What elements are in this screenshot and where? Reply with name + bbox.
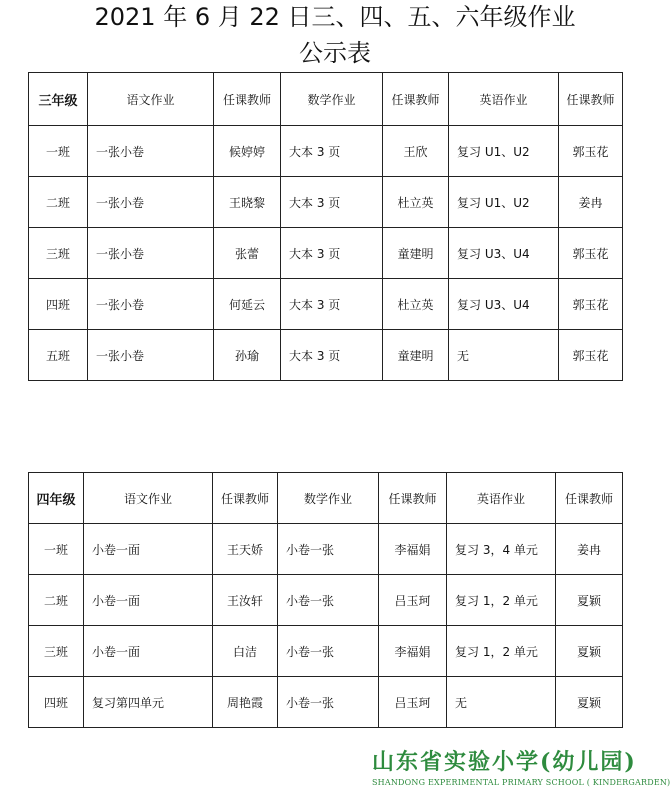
english-homework: 复习 3，4 单元 xyxy=(447,524,556,575)
class-label: 一班 xyxy=(29,524,84,575)
class-label: 三班 xyxy=(29,626,84,677)
class-label: 一班 xyxy=(29,126,88,177)
english-homework: 复习 U3、U4 xyxy=(449,279,559,330)
english-teacher: 郭玉花 xyxy=(559,279,623,330)
math-teacher: 吕玉珂 xyxy=(379,677,447,728)
table-row xyxy=(29,228,623,279)
chinese-homework: 小卷一面 xyxy=(84,575,213,626)
table-row xyxy=(29,279,623,330)
grade4-header-row xyxy=(29,473,623,524)
chinese-homework: 小卷一面 xyxy=(84,524,213,575)
math-homework: 小卷一张 xyxy=(278,677,379,728)
math-teacher: 吕玉珂 xyxy=(379,575,447,626)
chinese-teacher: 孙瑜 xyxy=(214,330,281,381)
grade4-header-grade: 四年级 xyxy=(29,473,84,524)
class-label: 二班 xyxy=(29,575,84,626)
math-teacher: 童建明 xyxy=(383,228,449,279)
math-homework: 大本 3 页 xyxy=(281,177,383,228)
chinese-homework: 一张小卷 xyxy=(88,126,214,177)
grade3-header-teacher1: 任课教师 xyxy=(214,73,281,126)
english-teacher: 姜冉 xyxy=(556,524,623,575)
english-teacher: 郭玉花 xyxy=(559,330,623,381)
math-homework: 小卷一张 xyxy=(278,524,379,575)
page-title: 2021 年 6 月 22 日三、四、五、六年级作业 xyxy=(94,3,576,31)
grade3-header-row xyxy=(29,73,623,126)
math-homework: 大本 3 页 xyxy=(281,126,383,177)
grade3-header-teacher3: 任课教师 xyxy=(559,73,623,126)
grade4-header-math: 数学作业 xyxy=(278,473,379,524)
table-row xyxy=(29,626,623,677)
table-row xyxy=(29,677,623,728)
page-subtitle: 公示表 xyxy=(299,39,371,67)
grade3-header-teacher2: 任课教师 xyxy=(383,73,449,126)
grade4-header-teacher2: 任课教师 xyxy=(379,473,447,524)
chinese-homework: 小卷一面 xyxy=(84,626,213,677)
english-homework: 复习 U3、U4 xyxy=(449,228,559,279)
chinese-homework: 一张小卷 xyxy=(88,330,214,381)
grade4-header-english: 英语作业 xyxy=(447,473,556,524)
school-logo-english: SHANDONG EXPERIMENTAL PRIMARY SCHOOL ( KINDERGARDEN) xyxy=(372,778,670,787)
chinese-homework: 一张小卷 xyxy=(88,177,214,228)
chinese-teacher: 白洁 xyxy=(213,626,278,677)
table-row xyxy=(29,330,623,381)
grade3-header-math: 数学作业 xyxy=(281,73,383,126)
math-teacher: 杜立英 xyxy=(383,279,449,330)
english-teacher: 姜冉 xyxy=(559,177,623,228)
table-row xyxy=(29,575,623,626)
english-teacher: 夏颖 xyxy=(556,677,623,728)
math-teacher: 杜立英 xyxy=(383,177,449,228)
chinese-homework: 一张小卷 xyxy=(88,279,214,330)
english-homework: 无 xyxy=(447,677,556,728)
math-teacher: 李福娟 xyxy=(379,626,447,677)
english-homework: 复习 U1、U2 xyxy=(449,126,559,177)
chinese-teacher: 周艳霞 xyxy=(213,677,278,728)
grade4-header-teacher3: 任课教师 xyxy=(556,473,623,524)
class-label: 三班 xyxy=(29,228,88,279)
class-label: 五班 xyxy=(29,330,88,381)
table-row xyxy=(29,524,623,575)
grade3-table xyxy=(28,72,623,381)
english-homework: 复习 1，2 单元 xyxy=(447,626,556,677)
chinese-teacher: 何延云 xyxy=(214,279,281,330)
grade3-header-english: 英语作业 xyxy=(449,73,559,126)
math-homework: 大本 3 页 xyxy=(281,330,383,381)
math-homework: 大本 3 页 xyxy=(281,228,383,279)
chinese-homework: 复习第四单元 xyxy=(84,677,213,728)
grade4-table xyxy=(28,472,623,728)
chinese-homework: 一张小卷 xyxy=(88,228,214,279)
grade4-header-chinese: 语文作业 xyxy=(84,473,213,524)
english-homework: 复习 1，2 单元 xyxy=(447,575,556,626)
english-teacher: 郭玉花 xyxy=(559,126,623,177)
chinese-teacher: 王晓黎 xyxy=(214,177,281,228)
math-teacher: 王欣 xyxy=(383,126,449,177)
english-teacher: 夏颖 xyxy=(556,626,623,677)
class-label: 二班 xyxy=(29,177,88,228)
grade3-header-chinese: 语文作业 xyxy=(88,73,214,126)
school-logo xyxy=(372,748,670,789)
school-logo-chinese: 山东省实验小学(幼儿园) xyxy=(372,749,637,775)
math-homework: 大本 3 页 xyxy=(281,279,383,330)
english-teacher: 夏颖 xyxy=(556,575,623,626)
english-teacher: 郭玉花 xyxy=(559,228,623,279)
math-teacher: 李福娟 xyxy=(379,524,447,575)
chinese-teacher: 王汝轩 xyxy=(213,575,278,626)
english-homework: 复习 U1、U2 xyxy=(449,177,559,228)
math-homework: 小卷一张 xyxy=(278,626,379,677)
chinese-teacher: 王天娇 xyxy=(213,524,278,575)
math-teacher: 童建明 xyxy=(383,330,449,381)
table-row xyxy=(29,177,623,228)
math-homework: 小卷一张 xyxy=(278,575,379,626)
grade3-header-grade: 三年级 xyxy=(29,73,88,126)
chinese-teacher: 张蕾 xyxy=(214,228,281,279)
table-row xyxy=(29,126,623,177)
grade4-header-teacher1: 任课教师 xyxy=(213,473,278,524)
class-label: 四班 xyxy=(29,677,84,728)
english-homework: 无 xyxy=(449,330,559,381)
class-label: 四班 xyxy=(29,279,88,330)
chinese-teacher: 候婷婷 xyxy=(214,126,281,177)
